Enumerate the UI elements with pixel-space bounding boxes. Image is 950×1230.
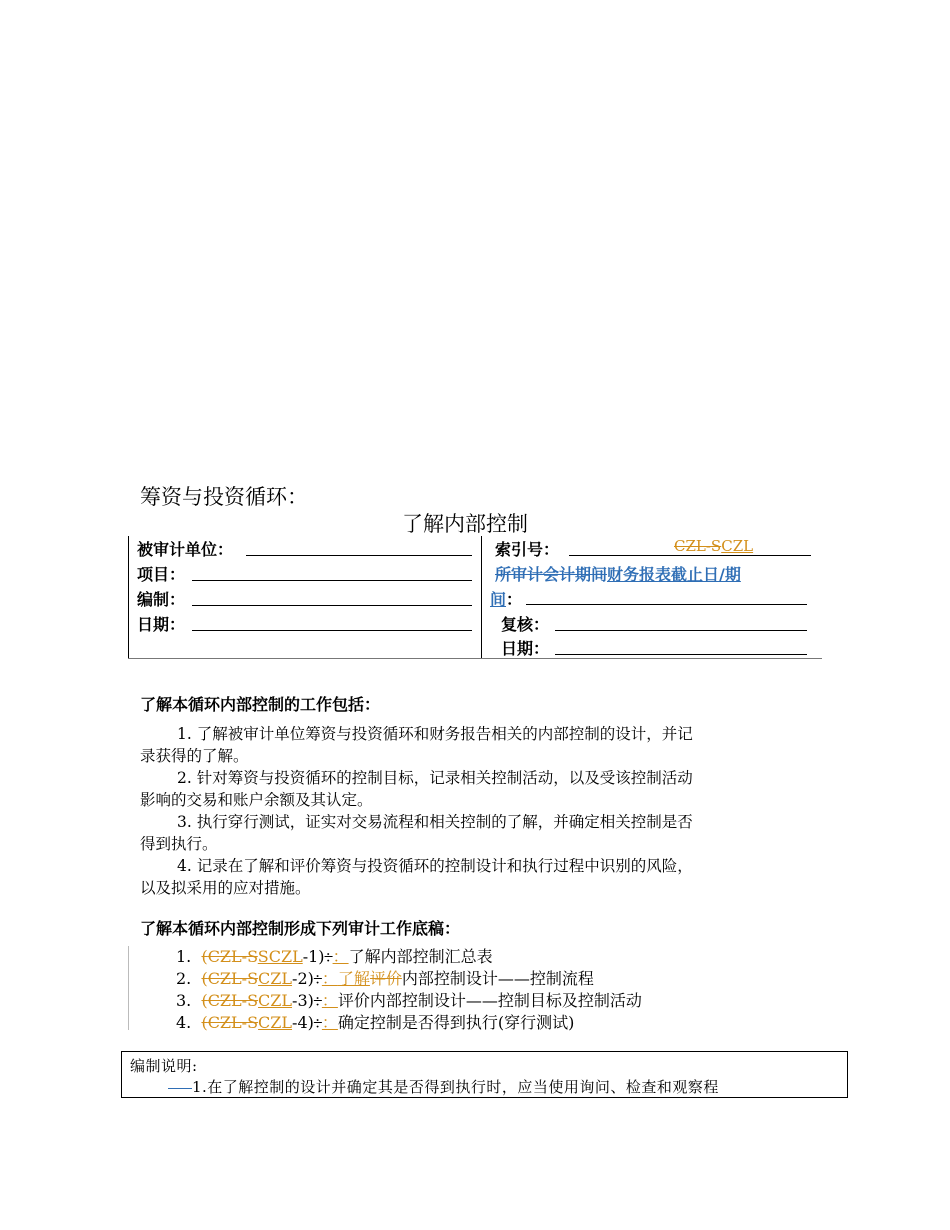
work-scope-item: 2. 针对筹资与投资循环的控制目标，记录相关控制活动，以及受该控制活动 影响的交易和账户余额及其认定。 [140, 769, 693, 809]
review-date-field[interactable] [555, 654, 807, 655]
review-date-label: 日期： [501, 639, 550, 658]
notes-box [121, 1051, 848, 1098]
working-paper-item[interactable]: 1. (CZL-SSCZL-1)：：了解内部控制汇总表 [176, 947, 493, 966]
revision-bar [128, 946, 129, 1030]
date-field[interactable] [192, 630, 472, 631]
period-inserted-2: 间 [490, 590, 507, 609]
period-label-line1 [495, 562, 741, 585]
period-label-line2 [490, 587, 522, 610]
index-label: 索引号： [495, 540, 560, 559]
working-paper-item[interactable]: 3. (CZL-SCZL-3)：：评价内部控制设计——控制目标及控制活动 [176, 991, 642, 1010]
project-field[interactable] [192, 580, 472, 581]
prepared-field[interactable] [192, 605, 472, 606]
work-scope-item: 1. 了解被审计单位筹资与投资循环和财务报告相关的内部控制的设计，并记 录获得的了解。 [140, 725, 693, 765]
auditee-field[interactable] [246, 555, 472, 556]
index-deleted: CZL-S [674, 537, 722, 555]
index-value [674, 537, 753, 555]
revision-dash [168, 1088, 192, 1089]
form-bottom-rule [128, 658, 822, 659]
period-inserted-1: 财务报表截止日/期 [607, 565, 741, 584]
period-colon: ： [506, 590, 523, 609]
index-field[interactable] [569, 555, 811, 556]
work-scope-item: 4. 记录在了解和评价筹资与投资循环的控制设计和执行过程中识别的风险， 以及拟采用的应对措施。 [140, 857, 693, 897]
work-scope-list [140, 723, 830, 899]
notes-line-1: 1.在了解控制的设计并确定其是否得到执行时，应当使用询问、检查和观察程 [168, 1076, 719, 1097]
auditee-label: 被审计单位： [137, 540, 234, 559]
notes-title: 编制说明: [130, 1057, 198, 1075]
form-left-border [128, 536, 129, 658]
period-field[interactable] [526, 604, 807, 605]
work-scope-heading: 了解本循环内部控制的工作包括： [140, 695, 381, 714]
review-label: 复核： [501, 615, 550, 634]
index-inserted: CZL [721, 537, 754, 555]
working-paper-item[interactable]: 2. (CZL-SCZL-2)：：了解评价内部控制设计——控制流程 [176, 969, 594, 988]
date-label: 日期： [137, 615, 186, 634]
cycle-title: 筹资与投资循环： [140, 485, 308, 509]
period-deleted: 所审计会计期间 [495, 565, 608, 584]
working-papers-list [176, 946, 642, 1034]
review-field[interactable] [555, 630, 807, 631]
work-scope-item: 3. 执行穿行测试，证实对交易流程和相关控制的了解，并确定相关控制是否 得到执行。 [140, 813, 693, 853]
working-paper-item[interactable]: 4. (CZL-SCZL-4)：：确定控制是否得到执行(穿行测试) [176, 1013, 575, 1032]
prepared-label: 编制： [137, 590, 186, 609]
project-label: 项目： [137, 565, 186, 584]
form-divider [481, 536, 482, 658]
document-title: 了解内部控制 [402, 512, 528, 536]
working-papers-heading: 了解本循环内部控制形成下列审计工作底稿： [140, 919, 461, 938]
